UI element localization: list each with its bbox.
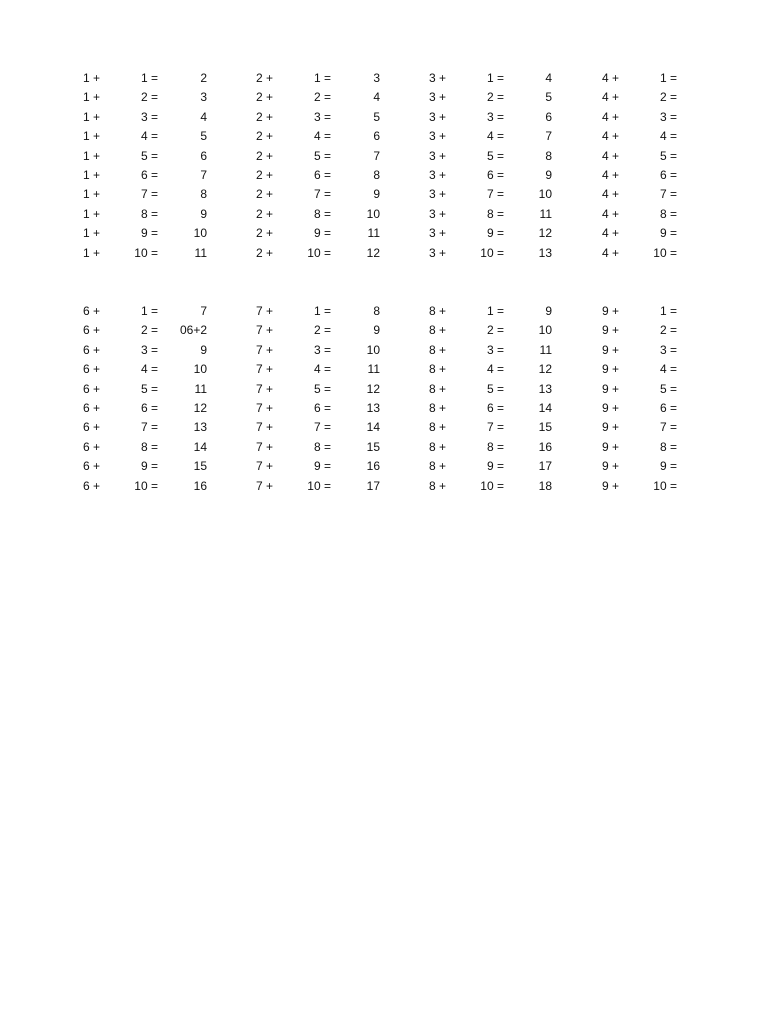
equation-row [0, 321, 768, 340]
sum-cell: 11 [194, 245, 207, 260]
sum-cell [686, 457, 726, 476]
sum-cell: 8 [373, 304, 380, 318]
sum-cell: 16 [538, 439, 552, 454]
second-addend: 5 = [313, 381, 331, 396]
sum-cell: 11 [194, 381, 207, 396]
first-addend: 9 + [602, 362, 620, 377]
sum-cell: 5 [200, 129, 207, 144]
sum-cell: 12 [538, 226, 552, 241]
first-addend: 2 + [256, 129, 274, 144]
first-addend: 3 + [429, 187, 447, 202]
first-addend: 3 + [429, 245, 447, 260]
sum-cell: 7 [200, 304, 207, 318]
equation-row [0, 127, 768, 146]
sum-cell: 2 [200, 71, 207, 85]
equation-row [0, 205, 768, 224]
first-addend: 2 + [256, 167, 274, 182]
sum-cell [686, 69, 726, 88]
sum-cell: 16 [366, 459, 380, 474]
first-addend: 1 + [83, 129, 101, 144]
first-addend: 8 + [429, 439, 447, 454]
second-addend: 6 = [486, 167, 504, 182]
first-addend: 8 + [429, 478, 447, 493]
equation-row [0, 88, 768, 107]
equation-row [0, 380, 768, 399]
first-addend: 6 + [83, 381, 101, 396]
second-addend: 9 = [140, 226, 158, 241]
first-addend: 8 + [429, 362, 447, 377]
second-addend: 4 = [486, 129, 504, 144]
first-addend: 7 + [256, 478, 274, 493]
sum-cell: 8 [545, 148, 552, 163]
second-addend: 9 = [313, 459, 331, 474]
sum-cell: 10 [538, 187, 552, 202]
second-addend: 3 = [659, 109, 677, 124]
second-addend: 5 = [140, 381, 158, 396]
sum-cell: 4 [373, 90, 380, 105]
equation-row [0, 438, 768, 457]
second-addend: 2 = [486, 323, 504, 338]
second-addend: 5 = [659, 381, 677, 396]
equation-row [0, 302, 768, 321]
second-addend: 7 = [486, 187, 504, 202]
second-addend: 1 = [140, 71, 158, 85]
first-addend: 9 + [602, 323, 620, 338]
sum-cell: 6 [200, 148, 207, 163]
second-addend: 10 = [307, 478, 331, 493]
sum-cell [686, 360, 726, 379]
second-addend: 9 = [486, 226, 504, 241]
first-addend: 4 + [602, 129, 620, 144]
sum-cell: 5 [373, 109, 380, 124]
first-addend: 8 + [429, 400, 447, 415]
sum-cell: 3 [373, 71, 380, 85]
second-addend: 1 = [486, 304, 504, 318]
sum-cell: 7 [545, 129, 552, 144]
second-addend: 9 = [659, 226, 677, 241]
first-addend: 2 + [256, 148, 274, 163]
sum-cell: 15 [193, 459, 207, 474]
second-addend: 8 = [313, 206, 331, 221]
sum-cell [686, 205, 726, 224]
sum-cell: 16 [193, 478, 207, 493]
sum-cell [686, 224, 726, 243]
first-addend: 4 + [602, 167, 620, 182]
second-addend: 7 = [659, 420, 677, 435]
sum-cell: 12 [366, 245, 380, 260]
second-addend: 6 = [659, 400, 677, 415]
sum-cell [686, 185, 726, 204]
first-addend: 8 + [429, 323, 447, 338]
sum-cell: 6 [545, 109, 552, 124]
sum-cell: 10 [193, 226, 207, 241]
equation-row [0, 147, 768, 166]
second-addend: 2 = [659, 90, 677, 105]
first-addend: 3 + [429, 167, 447, 182]
sum-cell: 13 [538, 245, 552, 260]
second-addend: 10 = [134, 478, 158, 493]
second-addend: 4 = [313, 362, 331, 377]
sum-cell: 11 [367, 362, 380, 377]
first-addend: 7 + [256, 362, 274, 377]
first-addend: 1 + [83, 187, 101, 202]
first-addend: 6 + [83, 362, 101, 377]
second-addend: 4 = [140, 129, 158, 144]
first-addend: 6 + [83, 420, 101, 435]
sum-cell: 9 [545, 304, 552, 318]
second-addend: 7 = [313, 187, 331, 202]
sum-cell: 10 [538, 323, 552, 338]
second-addend: 10 = [480, 245, 504, 260]
second-addend: 3 = [659, 342, 677, 357]
equation-row [0, 399, 768, 418]
equation-row [0, 108, 768, 127]
first-addend: 4 + [602, 187, 620, 202]
second-addend: 9 = [659, 459, 677, 474]
sum-cell: 06+2 [179, 323, 207, 338]
first-addend: 8 + [429, 342, 447, 357]
second-addend: 2 = [140, 323, 158, 338]
first-addend: 4 + [602, 71, 620, 85]
second-addend: 2 = [313, 90, 331, 105]
second-addend: 3 = [313, 109, 331, 124]
sum-cell: 18 [538, 478, 552, 493]
first-addend: 4 + [602, 226, 620, 241]
second-addend: 7 = [313, 420, 331, 435]
equation-row [0, 457, 768, 476]
second-addend: 2 = [659, 323, 677, 338]
first-addend: 3 + [429, 226, 447, 241]
sum-cell: 17 [538, 459, 552, 474]
second-addend: 6 = [486, 400, 504, 415]
second-addend: 5 = [486, 381, 504, 396]
first-addend: 6 + [83, 323, 101, 338]
equation-row [0, 224, 768, 243]
equation-row [0, 244, 768, 263]
equation-row [0, 185, 768, 204]
sum-cell: 3 [200, 90, 207, 105]
first-addend: 6 + [83, 439, 101, 454]
first-addend: 4 + [602, 245, 620, 260]
second-addend: 8 = [659, 439, 677, 454]
second-addend: 2 = [140, 90, 158, 105]
first-addend: 2 + [256, 90, 274, 105]
first-addend: 2 + [256, 187, 274, 202]
addition-block-bottom [0, 302, 768, 496]
second-addend: 10 = [653, 478, 677, 493]
second-addend: 7 = [659, 187, 677, 202]
equation-row [0, 418, 768, 437]
sum-cell: 14 [193, 439, 207, 454]
first-addend: 2 + [256, 71, 274, 85]
second-addend: 6 = [313, 167, 331, 182]
sum-cell: 12 [538, 362, 552, 377]
addition-block-top [0, 69, 768, 263]
first-addend: 6 + [83, 342, 101, 357]
first-addend: 9 + [602, 381, 620, 396]
second-addend: 5 = [659, 148, 677, 163]
first-addend: 3 + [429, 109, 447, 124]
first-addend: 7 + [256, 400, 274, 415]
sum-cell: 9 [545, 167, 552, 182]
second-addend: 8 = [313, 439, 331, 454]
equation-row [0, 360, 768, 379]
first-addend: 4 + [602, 206, 620, 221]
sum-cell [686, 438, 726, 457]
first-addend: 2 + [256, 206, 274, 221]
sum-cell: 11 [539, 206, 552, 221]
first-addend: 1 + [83, 167, 101, 182]
first-addend: 8 + [429, 381, 447, 396]
sum-cell [686, 321, 726, 340]
second-addend: 1 = [659, 304, 677, 318]
sum-cell [686, 477, 726, 496]
first-addend: 7 + [256, 420, 274, 435]
equation-row [0, 166, 768, 185]
sum-cell: 13 [193, 420, 207, 435]
equation-row [0, 341, 768, 360]
second-addend: 4 = [659, 129, 677, 144]
sum-cell: 5 [545, 90, 552, 105]
second-addend: 7 = [140, 187, 158, 202]
second-addend: 3 = [486, 109, 504, 124]
second-addend: 7 = [486, 420, 504, 435]
sum-cell: 13 [366, 400, 380, 415]
first-addend: 6 + [83, 459, 101, 474]
sum-cell: 6 [373, 129, 380, 144]
first-addend: 3 + [429, 206, 447, 221]
sum-cell: 9 [373, 323, 380, 338]
first-addend: 4 + [602, 109, 620, 124]
first-addend: 6 + [83, 400, 101, 415]
second-addend: 4 = [486, 362, 504, 377]
sum-cell [686, 302, 726, 321]
sum-cell: 7 [200, 167, 207, 182]
sum-cell [686, 127, 726, 146]
first-addend: 1 + [83, 109, 101, 124]
second-addend: 1 = [140, 304, 158, 318]
sum-cell: 9 [200, 342, 207, 357]
first-addend: 4 + [602, 148, 620, 163]
first-addend: 9 + [602, 439, 620, 454]
sum-cell: 14 [366, 420, 380, 435]
first-addend: 1 + [83, 90, 101, 105]
first-addend: 7 + [256, 381, 274, 396]
second-addend: 9 = [486, 459, 504, 474]
second-addend: 4 = [313, 129, 331, 144]
second-addend: 6 = [140, 400, 158, 415]
sum-cell: 4 [200, 109, 207, 124]
sum-cell [686, 88, 726, 107]
sum-cell [686, 399, 726, 418]
first-addend: 7 + [256, 304, 274, 318]
second-addend: 5 = [313, 148, 331, 163]
first-addend: 2 + [256, 109, 274, 124]
first-addend: 7 + [256, 459, 274, 474]
sum-cell: 11 [539, 342, 552, 357]
sum-cell: 10 [366, 342, 380, 357]
second-addend: 1 = [659, 71, 677, 85]
first-addend: 6 + [83, 478, 101, 493]
second-addend: 1 = [486, 71, 504, 85]
second-addend: 10 = [134, 245, 158, 260]
second-addend: 2 = [313, 323, 331, 338]
sum-cell: 11 [367, 226, 380, 241]
sum-cell: 14 [538, 400, 552, 415]
first-addend: 1 + [83, 206, 101, 221]
second-addend: 6 = [140, 167, 158, 182]
second-addend: 8 = [486, 206, 504, 221]
second-addend: 9 = [313, 226, 331, 241]
second-addend: 4 = [140, 362, 158, 377]
sum-cell [686, 108, 726, 127]
second-addend: 3 = [140, 342, 158, 357]
sum-cell [686, 147, 726, 166]
first-addend: 3 + [429, 90, 447, 105]
second-addend: 6 = [313, 400, 331, 415]
second-addend: 6 = [659, 167, 677, 182]
second-addend: 10 = [480, 478, 504, 493]
sum-cell [686, 166, 726, 185]
first-addend: 7 + [256, 342, 274, 357]
sum-cell: 12 [193, 400, 207, 415]
sum-cell: 17 [366, 478, 380, 493]
sum-cell: 9 [200, 206, 207, 221]
first-addend: 9 + [602, 478, 620, 493]
second-addend: 8 = [659, 206, 677, 221]
first-addend: 7 + [256, 439, 274, 454]
second-addend: 9 = [140, 459, 158, 474]
first-addend: 8 + [429, 304, 447, 318]
second-addend: 4 = [659, 362, 677, 377]
first-addend: 1 + [83, 245, 101, 260]
first-addend: 9 + [602, 420, 620, 435]
first-addend: 9 + [602, 459, 620, 474]
sum-cell: 15 [538, 420, 552, 435]
sum-cell: 8 [200, 187, 207, 202]
first-addend: 1 + [83, 148, 101, 163]
second-addend: 7 = [140, 420, 158, 435]
sum-cell: 10 [366, 206, 380, 221]
second-addend: 3 = [486, 342, 504, 357]
sum-cell: 7 [373, 148, 380, 163]
second-addend: 5 = [140, 148, 158, 163]
equation-row [0, 69, 768, 88]
sum-cell: 12 [366, 381, 380, 396]
first-addend: 7 + [256, 323, 274, 338]
sum-cell [686, 244, 726, 263]
first-addend: 3 + [429, 148, 447, 163]
second-addend: 2 = [486, 90, 504, 105]
sum-cell: 13 [538, 381, 552, 396]
first-addend: 9 + [602, 342, 620, 357]
sum-cell: 8 [373, 167, 380, 182]
second-addend: 1 = [313, 304, 331, 318]
sum-cell: 4 [545, 71, 552, 85]
first-addend: 9 + [602, 400, 620, 415]
second-addend: 8 = [140, 439, 158, 454]
sum-cell: 10 [193, 362, 207, 377]
first-addend: 6 + [83, 304, 101, 318]
first-addend: 3 + [429, 71, 447, 85]
first-addend: 3 + [429, 129, 447, 144]
first-addend: 2 + [256, 226, 274, 241]
sum-cell [686, 341, 726, 360]
first-addend: 2 + [256, 245, 274, 260]
second-addend: 1 = [313, 71, 331, 85]
sum-cell [686, 418, 726, 437]
second-addend: 5 = [486, 148, 504, 163]
first-addend: 1 + [83, 71, 101, 85]
first-addend: 8 + [429, 459, 447, 474]
equation-row [0, 477, 768, 496]
sum-cell: 15 [366, 439, 380, 454]
second-addend: 10 = [653, 245, 677, 260]
sum-cell: 9 [373, 187, 380, 202]
second-addend: 3 = [140, 109, 158, 124]
second-addend: 8 = [486, 439, 504, 454]
first-addend: 8 + [429, 420, 447, 435]
first-addend: 4 + [602, 90, 620, 105]
second-addend: 10 = [307, 245, 331, 260]
second-addend: 3 = [313, 342, 331, 357]
second-addend: 8 = [140, 206, 158, 221]
first-addend: 1 + [83, 226, 101, 241]
first-addend: 9 + [602, 304, 620, 318]
sum-cell [686, 380, 726, 399]
